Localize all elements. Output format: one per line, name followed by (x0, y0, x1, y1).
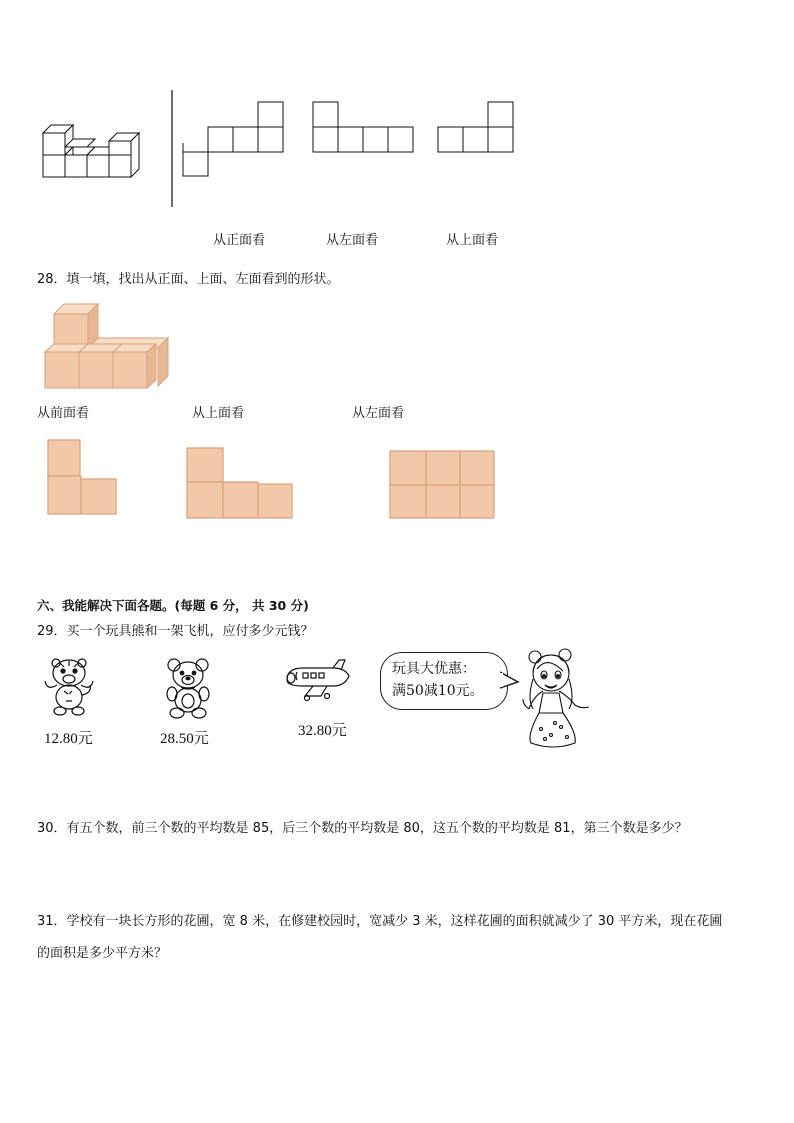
q27-label-front: 从正面看 (213, 233, 266, 248)
q27-front-view (183, 102, 283, 176)
promo-line-2: 满50减10元。 (392, 683, 484, 699)
q28-cube-figure (40, 300, 175, 392)
q28-question: 28．填一填，找出从正面、上面、左面看到的形状。 (37, 272, 340, 287)
bear-toy-icon (162, 656, 214, 720)
q28-left-view (390, 451, 494, 518)
q27-label-left: 从左面看 (326, 233, 379, 248)
tiger-toy-icon (42, 655, 94, 719)
q31-question-line2: 的面积是多少平方米？ (37, 946, 168, 961)
airplane-price: 32.80元 (298, 723, 347, 739)
q28-label-top: 从上面看 (192, 406, 245, 421)
section6-header: 六、我能解决下面各题。(每题 6 分， 共 30 分) (37, 598, 309, 613)
bear-price: 28.50元 (160, 731, 209, 747)
q27-cube-stack (43, 125, 139, 177)
q29-question: 29．买一个玩具熊和一架飞机，应付多少元钱？ (37, 624, 314, 639)
q28-front-view (48, 440, 116, 514)
tiger-price: 12.80元 (44, 731, 93, 747)
q28-top-view (187, 448, 292, 518)
q27-label-top: 从上面看 (446, 233, 499, 248)
q27-top-view (438, 102, 513, 152)
q28-view-figures (45, 438, 505, 522)
q27-left-view (313, 102, 413, 152)
q28-label-front: 从前面看 (37, 406, 90, 421)
q31-question-line1: 31．学校有一块长方形的花圃，宽 8 米，在修建校园时，宽减少 3 米，这样花圃的面积就减少了 30 平方米，现在花圃 (37, 914, 723, 929)
airplane-toy-icon (283, 658, 355, 702)
promo-line-1: 玩具大优惠： (392, 661, 476, 677)
girl-illustration-icon (515, 645, 595, 751)
q28-label-left: 从左面看 (352, 406, 405, 421)
q30-question: 30．有五个数，前三个数的平均数是 85，后三个数的平均数是 80，这五个数的平均数是 81，第三个数是多少？ (37, 821, 688, 836)
q27-figures (38, 85, 518, 215)
